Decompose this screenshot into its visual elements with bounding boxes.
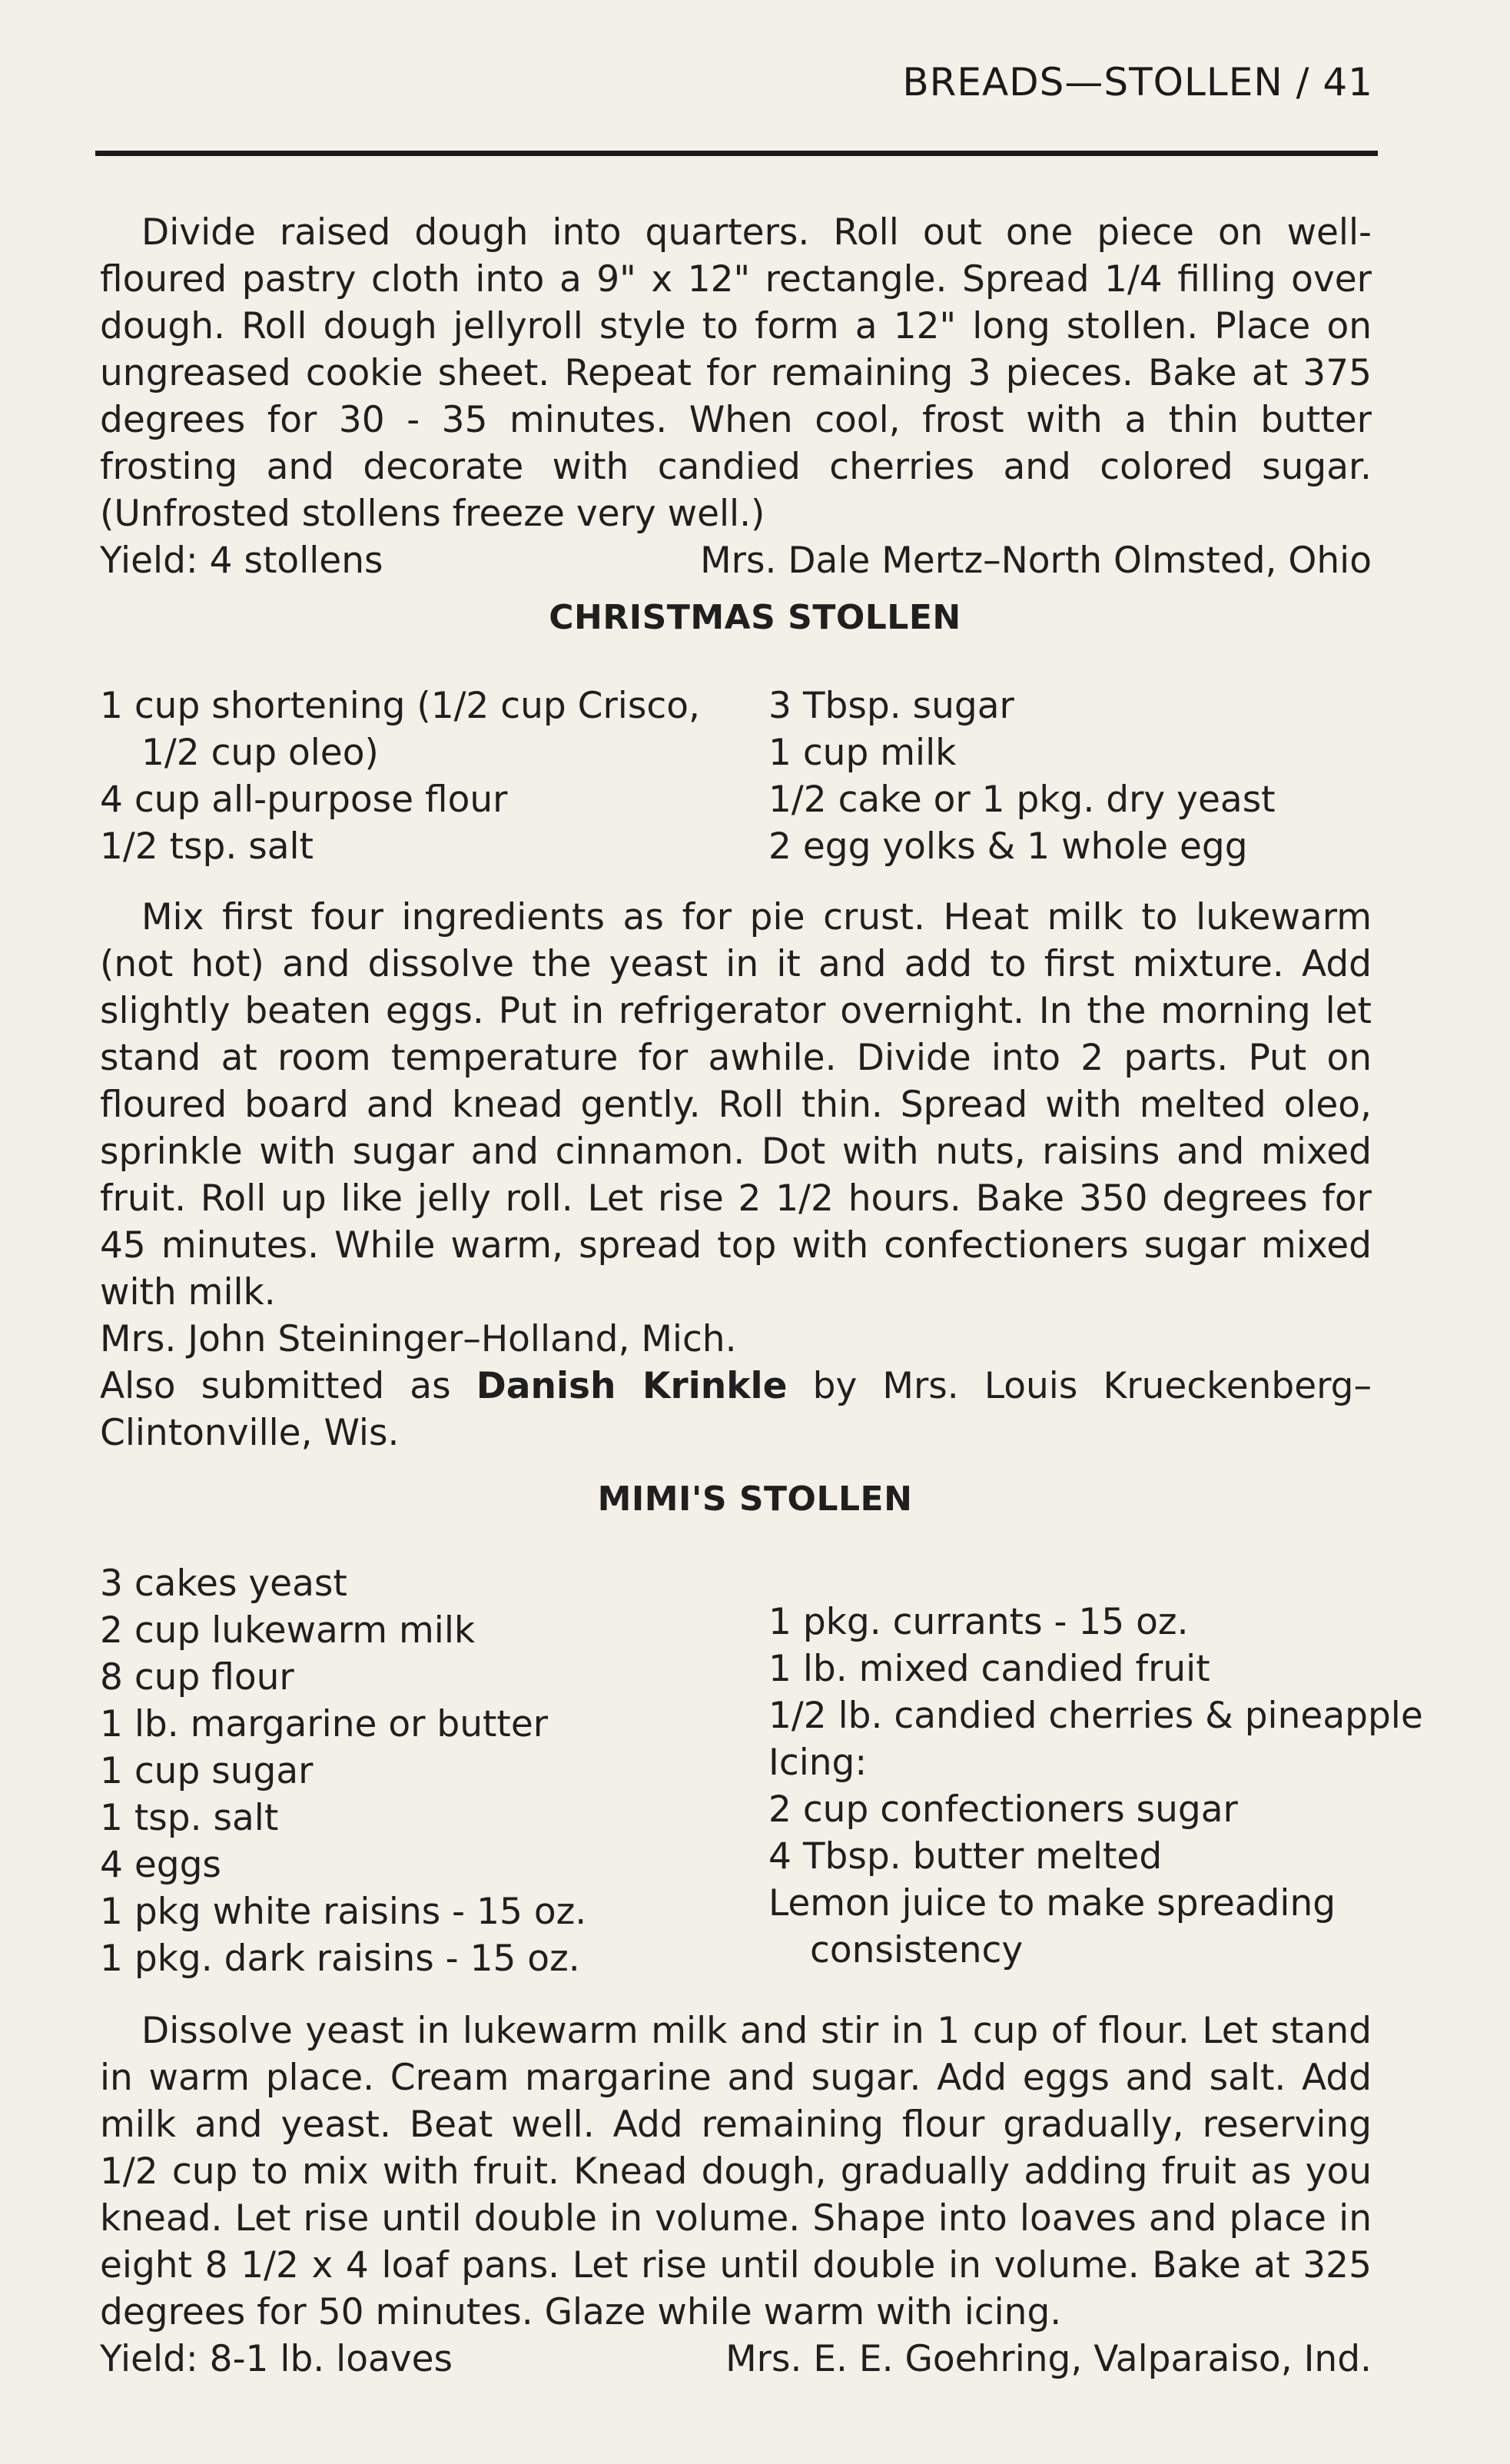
mimis-ingredients-right [768,1599,1423,1974]
ingredient-item: 2 cup confectioners sugar [768,1788,1238,1831]
ingredient-item: 1 pkg white raisins - 15 oz. [100,1891,587,1933]
ingredient-item: 1 pkg. dark raisins - 15 oz. [100,1938,580,1980]
ingredient-item: 1 tsp. salt [100,1797,279,1839]
ingredient-item: 1/2 cake or 1 pkg. dry yeast [768,779,1276,821]
christmas-ingredients-right [768,682,1276,870]
mimis-directions: Dissolve yeast in lukewarm milk and stir in 1 cup of flour. Let stand in warm place. Cream margarine and sugar. Add eggs and salt. Add milk and yeast. Beat well. Add remaining flour gradually, reserving 1/2 cup to mix with fruit. Knead dough, gradually adding fruit as you knead. Let rise until double in volume. Shape into loaves and place in eight 8 1/2 x 4 loaf pans. Let rise until double in volume. Bake at 325 degrees for 50 minutes. Glaze while warm with icing. [100,2010,1372,2333]
ingredient-item: 1 cup shortening (1/2 cup Crisco, [100,685,700,727]
ingredient-item: 4 cup all-purpose flour [100,779,508,821]
ingredient-item: 1 pkg. currants - 15 oz. [768,1601,1189,1643]
christmas-stollen-title: CHRISTMAS STOLLEN [549,598,961,637]
intro-yield: Yield: 4 stollens [100,540,383,582]
ingredient-item: 1 cup sugar [100,1750,314,1792]
header-rule [95,151,1378,156]
mimis-ingredients-left [100,1560,586,1982]
ingredient-item: 2 egg yolks & 1 whole egg [768,825,1248,868]
mimis-directions-section [100,2007,1372,2383]
page-header: BREADS—STOLLEN / 41 [902,60,1373,105]
intro-contributor: Mrs. Dale Mertz–North Olmsted, Ohio [700,540,1372,582]
ingredient-item: 1 lb. margarine or butter [100,1703,549,1745]
ingredient-item: 1 cup milk [768,732,957,774]
also-submitted-suffix: by Mrs. Louis Krueckenberg–Clintonville, Wis. [100,1365,1372,1454]
mimis-contributor: Mrs. E. E. Goehring, Valparaiso, Ind. [725,2338,1372,2380]
ingredient-item: 1 lb. mixed candied fruit [768,1648,1210,1690]
intro-paragraph: Divide raised dough into quarters. Roll out one piece on well-floured pastry cloth into a 9" x 12" rectangle. Spread 1/4 filling over dough. Roll dough jellyroll style to form a 12" long stollen. Place on ungreased cookie sheet. Repeat for remaining 3 pieces. Bake at 375 degrees for 30 - 35 minutes. When cool, frost with a thin butter frosting and decorate with candied cherries and colored sugar. (Unfrosted stollens freeze very well.) [100,211,1372,535]
ingredient-item: 8 cup flour [100,1656,294,1699]
ingredient-item: 1/2 tsp. salt [100,825,314,868]
ingredient-item: 1/2 lb. candied cherries & pineapple [768,1695,1423,1737]
also-submitted-prefix: Also submitted as [100,1365,476,1407]
ingredient-item: 4 eggs [100,1844,221,1886]
also-submitted-note [100,1363,1372,1456]
ingredient-item: 3 Tbsp. sugar [768,685,1014,727]
mimis-attribution-line [100,2336,1372,2383]
christmas-directions-section [100,894,1372,1456]
ingredient-item: 1/2 cup oleo) [141,732,379,774]
christmas-ingredients-left [100,682,700,870]
intro-section [100,209,1372,584]
icing-label: Icing: [768,1742,868,1784]
danish-krinkle-name: Danish Krinkle [476,1365,788,1407]
christmas-contributor: Mrs. John Steininger–Holland, Mich. [100,1318,737,1360]
ingredient-item: 4 Tbsp. butter melted [768,1835,1163,1878]
ingredient-item: consistency [810,1929,1024,1971]
christmas-directions: Mix first four ingredients as for pie crust. Heat milk to lukewarm (not hot) and dissolve the yeast in it and add to first mixture. Add slightly beaten eggs. Put in refrigerator overnight. In the morning let stand at room temperature for awhile. Divide into 2 parts. Put on floured board and knead gently. Roll thin. Spread with melted oleo, sprinkle with sugar and cinnamon. Dot with nuts, raisins and mixed fruit. Roll up like jelly roll. Let rise 2 1/2 hours. Bake 350 degrees for 45 minutes. While warm, spread top with confectioners sugar mixed with milk. [100,896,1372,1313]
mimis-stollen-title: MIMI'S STOLLEN [597,1479,913,1519]
ingredient-item: 3 cakes yeast [100,1562,347,1605]
ingredient-item: 2 cup lukewarm milk [100,1609,476,1652]
intro-attribution-line [100,537,1372,584]
ingredient-item: Lemon juice to make spreading [768,1882,1336,1924]
mimis-yield: Yield: 8-1 lb. loaves [100,2338,453,2380]
